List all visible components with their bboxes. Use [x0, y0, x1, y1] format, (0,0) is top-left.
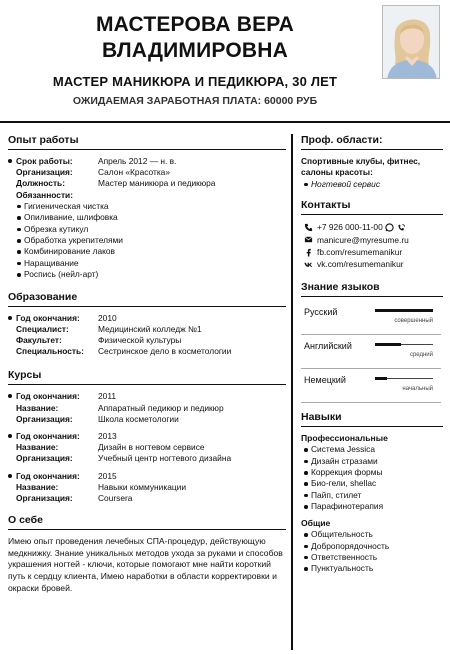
experience-org [8, 167, 286, 178]
field-value: Медицинский колледж №1 [98, 323, 202, 334]
section-rule [8, 306, 286, 307]
language-level-bar [375, 378, 433, 379]
language-row [301, 341, 443, 375]
fields-item-label: Ногтевой сервис [311, 178, 381, 189]
section-rule [8, 384, 286, 385]
resume-header [0, 0, 450, 118]
education-specialty [8, 346, 286, 357]
field-label: Организация: [16, 453, 73, 464]
experience-period [8, 156, 286, 167]
section-rule [8, 529, 286, 530]
field-value: Учебный центр ногтевого дизайна [98, 453, 232, 464]
list-item: Комбинирование лаков [8, 246, 286, 257]
column-divider [291, 134, 293, 650]
contact-facebook [301, 246, 443, 258]
course-name [8, 403, 286, 414]
course-name [8, 442, 286, 453]
field-label: Должность: [16, 178, 65, 189]
email-address[interactable]: manicure@myresume.ru [317, 234, 409, 245]
field-label: Специальность: [16, 346, 84, 357]
field-value: Аппаратный педикюр и педикюр [98, 402, 224, 413]
section-title-languages: Знание языков [301, 280, 380, 293]
language-level-bar [375, 310, 433, 311]
about-text: Имею опыт проведения лечебных СПА-процедур, действующую медкнижку. Знание уникальных методов ухода за руками и способов украшения ногтей - ключи, которые помогают мне найти короткий путь к сердцу клиента, Имею наработки в области корректировки и окраски бровей. [8, 536, 283, 593]
skills-professional-list [301, 444, 443, 512]
facebook-icon [301, 248, 315, 257]
skills-general-title: Общие [301, 517, 331, 528]
experience-position [8, 178, 286, 189]
field-label: Организация: [16, 493, 73, 504]
list-item: Система Jessica [301, 444, 443, 455]
language-level: совершенный [394, 317, 433, 324]
name-line-2: ВЛАДИМИРОВНА [102, 39, 288, 62]
skills-general-list [301, 529, 443, 575]
course-org [8, 493, 286, 504]
education-year [8, 313, 286, 324]
facebook-link[interactable]: fb.com/resumemanikur [317, 247, 403, 258]
course-year [8, 391, 286, 402]
list-item: Пунктуальность [301, 563, 443, 574]
language-level-fill [375, 343, 401, 346]
contact-phone [301, 221, 443, 233]
field-value: 2011 [98, 391, 117, 402]
section-rule [301, 426, 443, 427]
section-title-education: Образование [8, 290, 78, 303]
language-row [301, 307, 443, 341]
list-item: Обрезка кутикул [8, 224, 286, 235]
section-rule [301, 296, 443, 297]
field-label: Название: [16, 481, 59, 492]
course-org [8, 453, 286, 464]
field-label: Организация: [16, 413, 73, 424]
course-entry [8, 391, 286, 425]
field-label: Организация: [16, 167, 73, 178]
list-item: Гигиеническая чистка [8, 201, 286, 212]
field-value: Апрель 2012 — н. в. [98, 156, 177, 166]
section-title-skills: Навыки [301, 410, 342, 423]
section-title-fields: Проф. области: [301, 134, 383, 146]
list-item: Обработка укрепителями [8, 235, 286, 246]
phone-number[interactable]: +7 926 000-11-00 [317, 222, 383, 233]
section-title-contacts: Контакты [301, 199, 351, 212]
field-value: Мастер маникюра и педикюра [98, 178, 216, 189]
language-name: Английский [304, 340, 352, 351]
contact-vk [301, 258, 443, 270]
field-value: Навыки коммуникации [98, 481, 187, 492]
field-label: Срок работы: [8, 156, 98, 167]
duties-list [8, 201, 286, 281]
list-item: Ответственность [301, 552, 443, 563]
course-org [8, 414, 286, 425]
divider [301, 402, 441, 403]
field-label: Факультет: [16, 335, 62, 346]
field-value: Физической культуры [98, 335, 182, 346]
field-value: 2015 [98, 470, 117, 481]
profile-photo [382, 5, 440, 79]
list-item: Опиливание, шлифовка [8, 212, 286, 223]
divider [301, 334, 441, 335]
right-column [301, 134, 443, 575]
section-title-experience: Опыт работы [8, 134, 79, 146]
section-title-about: О себе [8, 514, 43, 527]
field-value: Дизайн в ногтевом сервисе [98, 442, 205, 453]
language-level-fill [375, 377, 387, 380]
language-name: Немецкий [304, 374, 346, 385]
name-line-1: МАСТЕРОВА ВЕРА [95, 13, 295, 36]
course-year [8, 431, 286, 442]
language-name: Русский [304, 306, 338, 317]
course-entry [8, 431, 286, 465]
list-item: Роспись (нейл-арт) [8, 269, 286, 280]
phone-icon [301, 223, 315, 232]
full-name [20, 12, 370, 64]
fields-text: Спортивные клубы, фитнес, салоны красоты: [301, 156, 421, 178]
header-divider [0, 121, 450, 123]
course-year [8, 471, 286, 482]
list-item: Парафинотерапия [301, 501, 443, 512]
education-faculty [8, 335, 286, 346]
language-level-bar [375, 344, 433, 345]
list-item: Коррекция формы [301, 467, 443, 478]
language-level-fill [375, 309, 433, 312]
list-item: Био-гели, shellac [301, 478, 443, 489]
bullet [304, 183, 308, 187]
language-row [301, 375, 443, 409]
section-rule [8, 149, 286, 150]
job-title: МАСТЕР МАНИКЮРА И ПЕДИКЮРА, 30 ЛЕТ [52, 74, 338, 89]
expected-salary: ОЖИДАЕМАЯ ЗАРАБОТНАЯ ПЛАТА: 60000 РУБ [72, 95, 318, 107]
email-icon [301, 235, 315, 244]
list-item: Добропорядочность [301, 541, 443, 552]
field-value: 2010 [98, 312, 117, 323]
vk-icon [301, 260, 315, 269]
field-value: Школа косметологии [98, 413, 179, 424]
whatsapp-icon [385, 223, 395, 232]
field-value: Салон «Красотка» [98, 167, 170, 178]
course-name [8, 482, 286, 493]
list-item: Дизайн стразами [301, 456, 443, 467]
field-label: Специалист: [16, 323, 69, 334]
vk-link[interactable]: vk.com/resumemanikur [317, 259, 404, 270]
education-spec [8, 324, 286, 335]
field-value: Сестринское дело в косметологии [98, 346, 232, 357]
skills-professional-title: Профессиональные [301, 432, 388, 443]
duties-label: Обязанности: [16, 189, 73, 200]
field-label: Год окончания: [8, 391, 98, 402]
section-title-courses: Курсы [8, 369, 42, 382]
section-rule [301, 149, 443, 150]
list-item: Общительность [301, 529, 443, 540]
field-label: Год окончания: [8, 431, 98, 442]
field-value: Coursera [98, 493, 133, 504]
field-label: Название: [16, 442, 59, 453]
language-level: начальный [402, 385, 433, 392]
field-value: 2013 [98, 431, 117, 442]
viber-icon [397, 223, 407, 232]
course-entry [8, 471, 286, 505]
fields-item [301, 179, 443, 190]
list-item: Наращивание [8, 258, 286, 269]
field-label: Год окончания: [8, 313, 98, 324]
left-column [8, 134, 286, 594]
field-label: Год окончания: [8, 471, 98, 482]
section-rule [301, 214, 443, 215]
language-level: средний [409, 351, 433, 358]
list-item: Пайп, стилет [301, 490, 443, 501]
contact-email [301, 234, 443, 246]
field-label: Название: [16, 402, 59, 413]
divider [301, 368, 441, 369]
